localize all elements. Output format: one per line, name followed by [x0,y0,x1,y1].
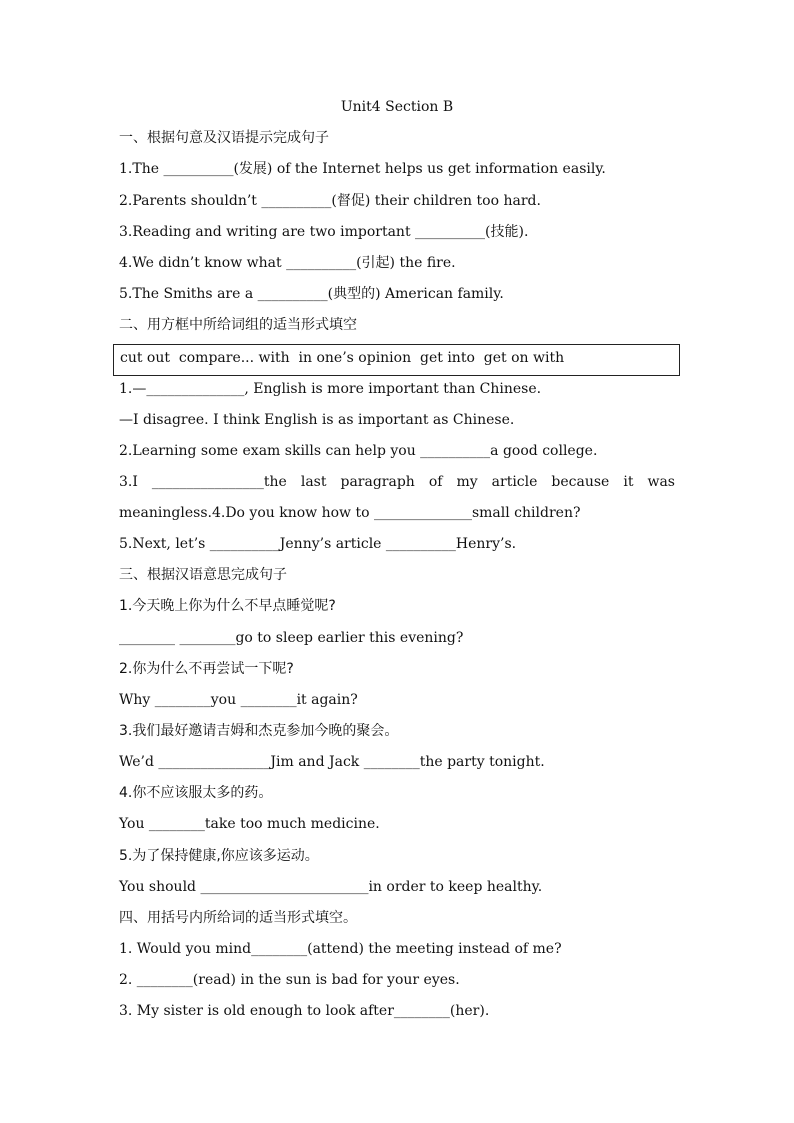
s1-item-1: 1.The __________(发展) of the Internet helps us get information easily. [119,161,606,177]
section-4-heading: 四、用括号内所给词的适当形式填空。 [119,910,357,926]
s1-item-3: 3.Reading and writing are two important __________(技能). [119,224,529,240]
page-title: Unit4 Section B [340,99,454,115]
s3-item-5-prompt: 5.为了保持健康,你应该多运动。 [119,848,319,864]
s2-item-3-4: meaningless.4.Do you know how to ______________small children? [119,505,581,521]
s3-item-4-answer: You ________take too much medicine. [119,816,380,832]
section-1-heading: 一、根据句意及汉语提示完成句子 [119,130,329,146]
s3-item-2-prompt: 2.你为什么不再尝试一下呢? [119,661,294,677]
s3-item-4-prompt: 4.你不应该服太多的药。 [119,785,273,801]
section-3-heading: 三、根据汉语意思完成句子 [119,567,287,583]
word-box-text: cut out compare... with in one’s opinion get into get on with [120,350,565,366]
s3-item-2-answer: Why ________you ________it again? [119,692,358,708]
s1-item-4: 4.We didn’t know what __________(引起) the fire. [119,255,456,271]
s2-item-1: 1.—______________, English is more important than Chinese. [119,381,542,397]
s4-item-3: 3. My sister is old enough to look after________(her). [119,1003,490,1019]
s2-item-2: 2.Learning some exam skills can help you __________a good college. [119,443,598,459]
s3-item-1-prompt: 1.今天晚上你为什么不早点睡觉呢? [119,598,336,614]
s4-item-1: 1. Would you mind________(attend) the meeting instead of me? [119,941,562,957]
section-2-heading: 二、用方框中所给词组的适当形式填空 [119,317,357,333]
s3-item-3-answer: We’d ________________Jim and Jack ________the party tonight. [119,754,545,770]
s3-item-3-prompt: 3.我们最好邀请吉姆和杰克参加今晚的聚会。 [119,723,399,739]
s4-item-2: 2. ________(read) in the sun is bad for your eyes. [119,972,460,988]
s2-item-5: 5.Next, let’s __________Jenny’s article __________Henry’s. [119,536,517,552]
s2-item-3: 3.I ________________the last paragraph of my article because it was [119,474,675,490]
s2-item-1-reply: —I disagree. I think English is as important as Chinese. [119,412,515,428]
s1-item-2: 2.Parents shouldn’t __________(督促) their children too hard. [119,193,541,209]
s1-item-5: 5.The Smiths are a __________(典型的) American family. [119,286,504,302]
s3-item-5-answer: You should ________________________in order to keep healthy. [119,879,543,895]
s3-item-1-answer: ________ ________go to sleep earlier this evening? [119,630,464,646]
